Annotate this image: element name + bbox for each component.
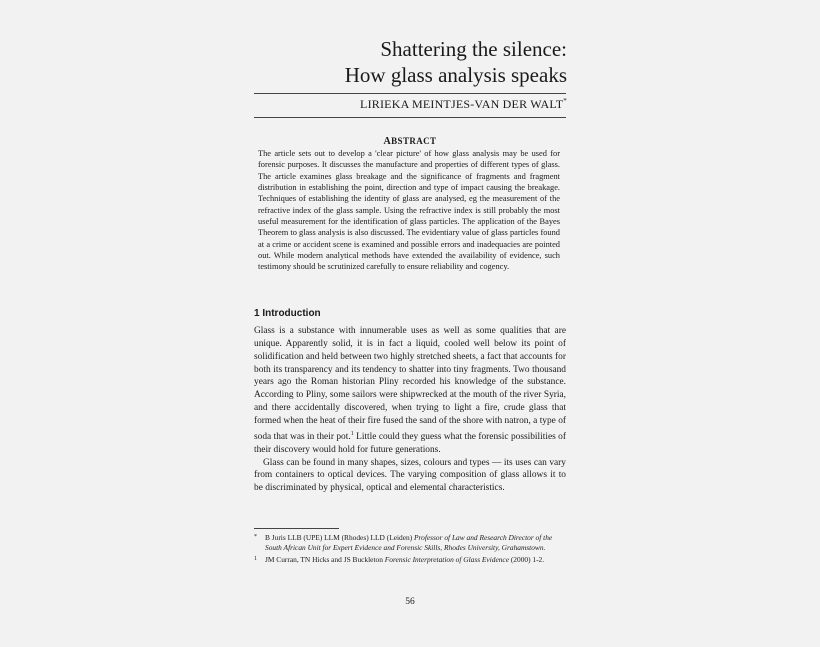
page-number: 56 [405, 597, 415, 607]
paragraph-1-part-1: Glass is a substance with innumerable uses as well as some qualities that are unique. Apparently solid, it is in fact a liquid, cooled well below its point of solidification and held between two highly stretched sheets, a fact that accounts for both its transparency and its tendency to shatter into tiny fragments. Two thousand years ago the Roman historian Pliny recorded his knowledge of the substance. According to Pliny, some sailors were shipwrecked at the mouth of the river Syria, and there accidentally discovered, when trying to light a fire, crude glass that formed when the heat of their fire fused the sand of the shore with natron, a type of soda that was in their pot. [254, 326, 566, 442]
title-line-1: Shattering the silence: [380, 37, 567, 61]
footnote-divider [254, 528, 339, 529]
paragraph-2: Glass can be found in many shapes, sizes, colours and types — its uses can vary from containers to optical devices. The varying composition of glass allows it to be discriminated by physical, optical and elemental characteristics. [254, 457, 566, 494]
section-heading: 1 Introduction [254, 308, 321, 319]
title-line-2: How glass analysis speaks [344, 63, 567, 87]
abstract-heading-rest: BSTRACT [391, 136, 437, 146]
abstract-heading [254, 136, 566, 147]
paragraph-1 [254, 325, 566, 457]
abstract-text: The article sets out to develop a 'clear picture' of how glass analysis may be used for forensic purposes. It discusses the manufacture and properties of different types of glass. The article examines glass breakage and the significance of fragments and fragment distribution in establishing the point, direction and type of impact causing the breakage. Techniques of establishing the identity of glass are analysed, eg the measurement of the refractive index of the glass sample. Using the refractive index is still probably the most useful measurement for the identification of glass particles. The application of the Bayes Theorem to glass analysis is also discussed. The evidentiary value of glass particles found at a crime or accident scene is examined and possible errors and inadequacies are pointed out. While modern analytical methods have extended the availability of evidence, such testimony should be scrutinized carefully to ensure reliability and cogency. [258, 149, 560, 272]
author-text: LIRIEKA MEINTJES-VAN DER WALT [360, 97, 564, 111]
footnote-plain: B Juris LLB (UPE) LLM (Rhodes) LLD (Leiden) [265, 533, 415, 542]
footnote-mark: * [254, 534, 257, 540]
author-name [360, 97, 567, 112]
footnote-italic: Professor of Law and Research Director of the South African Unit for Expert Evidence and Forensic Skills, Rhodes University, Grahamstown. [265, 533, 553, 553]
title-divider-top [254, 93, 566, 94]
footnotes [254, 533, 566, 566]
footnote-plain: JM Curran, TN Hicks and JS Buckleton [265, 554, 385, 564]
footnote-mark: 1 [254, 555, 257, 562]
paragraph-1-part-2: Little could they guess what the forensic possibilities of their discovery would hold for future generations. [254, 431, 566, 455]
footnote-ref-1[interactable]: 1 [350, 430, 354, 437]
body-text [254, 325, 566, 495]
paper-title [345, 36, 567, 88]
footnote-item [254, 533, 566, 554]
author-footnote-mark[interactable]: * [563, 97, 567, 105]
footnote-italic: Forensic Interpretation of Glass Evidence [384, 554, 509, 564]
footnote-after: (2000) 1-2. [509, 554, 545, 564]
footnote-item [254, 555, 566, 565]
title-divider-bottom [254, 117, 566, 118]
abstract-heading-cap: A [383, 136, 392, 147]
